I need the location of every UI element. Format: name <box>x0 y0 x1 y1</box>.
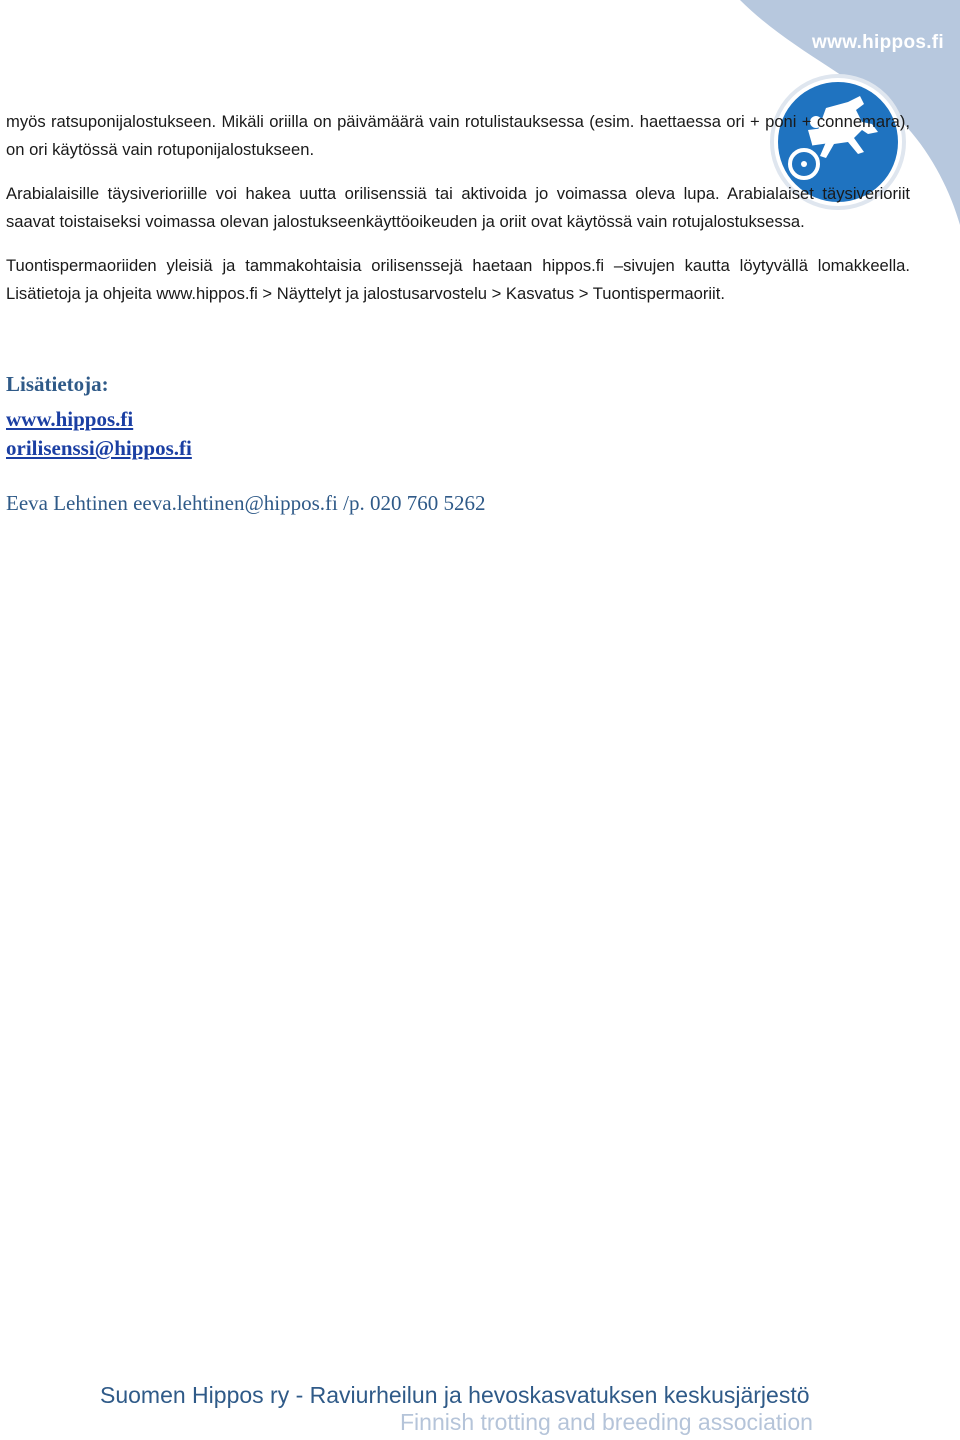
email-link[interactable]: orilisenssi@hippos.fi <box>6 436 192 460</box>
footer <box>100 1382 860 1436</box>
document-body <box>6 108 910 516</box>
website-link[interactable]: www.hippos.fi <box>6 407 134 431</box>
footer-org-english: Finnish trotting and breeding association <box>400 1409 813 1435</box>
info-heading: Lisätietoja: <box>6 372 109 396</box>
paragraph-arabian: Arabialaisille täysiverioriille voi hakea uutta orilisenssiä tai aktivoida jo voimassa oleva lupa. Arabialaiset täysiverioriit saavat toistaiseksi voimassa olevan jalostukseenkäyttöoikeuden ja oriit ovat käytössä vain rotujalostuksessa. <box>6 184 910 231</box>
footer-org-name: Suomen Hippos ry - Raviurheilun ja hevoskasvatuksen keskusjärjestö <box>100 1382 810 1408</box>
contact-line: Eeva Lehtinen eeva.lehtinen@hippos.fi /p. 020 760 5262 <box>6 491 486 515</box>
paragraph-import-semen: Tuontispermaoriiden yleisiä ja tammakohtaisia orilisenssejä haetaan hippos.fi –sivujen kautta löytyvällä lomakkeella. Lisätietoja ja ohjeita www.hippos.fi > Näyttelyt ja jalostusarvostelu > Kasvatus > Tuontispermaoriit. <box>6 256 910 303</box>
paragraph-pony-breeding: myös ratsuponijalostukseen. Mikäli oriilla on päivämäärä vain rotulistauksessa (esim. haettaessa ori + poni + connemara), on ori käytössä vain rotuponijalostukseen. <box>6 112 910 159</box>
brand-url[interactable]: www.hippos.fi <box>812 32 944 53</box>
